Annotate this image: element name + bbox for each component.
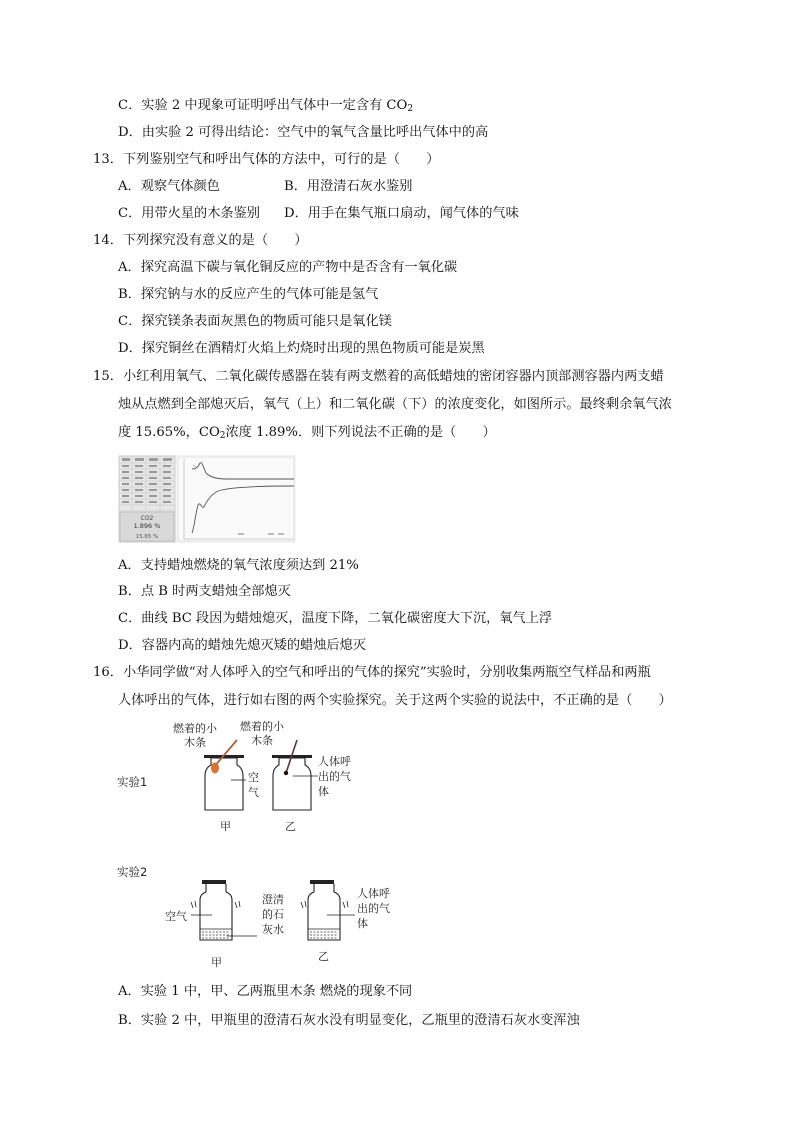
q15-option-b: B．点 B 时两支蜡烛全部熄灭 bbox=[118, 584, 291, 599]
jar-yi-1 bbox=[273, 758, 311, 810]
q15-stem-line1: 15．小红利用氧气、二氧化碳传感器在装有两支燃着的高低蜡烛的密闭容器内顶部测容器内两支蜡 bbox=[93, 369, 664, 384]
jar-jia-1 bbox=[205, 758, 243, 810]
q14-option-a: A．探究高温下碳与氧化铜反应的产物中是否含有一氧化碳 bbox=[118, 260, 458, 275]
q14-option-c: C．探究镁条表面灰黑色的物质可能只是氧化镁 bbox=[118, 314, 392, 329]
q13-option-a: A．观察气体颜色 bbox=[118, 179, 220, 194]
experiment1-label: 实验1 bbox=[117, 775, 148, 789]
q15-co2-value: 1.896 % bbox=[133, 522, 161, 530]
q13-stem: 13．下列鉴别空气和呼出气体的方法中，可行的是（ ） bbox=[93, 152, 440, 167]
q13-option-c: C．用带火星的木条鉴别 bbox=[118, 206, 260, 221]
q15-option-d: D．容器内高的蜡烛先熄灭矮的蜡烛后熄灭 bbox=[118, 638, 366, 653]
exhaled-gas-label-2: 人体呼出的气体 bbox=[357, 887, 390, 930]
jar-jia-2 bbox=[200, 884, 232, 940]
flame-jia bbox=[211, 763, 219, 774]
q16-experiment1-figure bbox=[115, 718, 375, 838]
jar-jia-label-2: 甲 bbox=[211, 956, 222, 969]
limewater-label: 澄清的石灰水 bbox=[262, 893, 284, 936]
q13-option-d: D．用手在集气瓶口扇动，闻气体的气味 bbox=[284, 206, 519, 221]
q15-option-a: A．支持蜡烛燃烧的氧气浓度须达到 21% bbox=[118, 558, 359, 573]
q12-option-d: D．由实验 2 可得出结论：空气中的氧气含量比呼出气体中的高 bbox=[118, 125, 489, 140]
q15-stem-line3: 度 15.65%，$CO_2$浓度 1.89%．则下列说法不正确的是（ ） bbox=[118, 425, 496, 441]
q16-experiment2-figure bbox=[115, 862, 415, 977]
experiment2-label: 实验2 bbox=[117, 865, 148, 879]
q15-o2-value: 15.65 % bbox=[135, 534, 159, 540]
q14-stem: 14．下列探究没有意义的是（ ） bbox=[93, 233, 308, 248]
air-label-1: 空气 bbox=[248, 771, 259, 799]
jar-jia-label-1: 甲 bbox=[220, 820, 231, 833]
jar-yi-label-2: 乙 bbox=[318, 950, 329, 963]
q16-stem-line2: 人体呼出的气体，进行如右图的两个实验探究。关于这两个实验的说法中，不正确的是（ ） bbox=[118, 693, 672, 708]
jar-yi-2 bbox=[308, 884, 340, 940]
jar-yi-label-1: 乙 bbox=[285, 820, 296, 833]
q15-stem-line2: 烛从点燃到全部熄灭后，氧气（上）和二氧化碳（下）的浓度变化，如图所示。最终剩余氧气浓 bbox=[118, 397, 672, 412]
q16-stem-line1: 16．小华同学做“对人体呼入的空气和呼出的气体的探究”实验时，分别收集两瓶空气样品和两瓶 bbox=[93, 665, 651, 680]
q14-option-d: D．探究铜丝在酒精灯火焰上灼烧时出现的黑色物质可能是炭黑 bbox=[118, 341, 485, 356]
q14-option-b: B．探究钠与水的反应产生的气体可能是氢气 bbox=[118, 287, 379, 302]
q15-sensor-figure bbox=[118, 455, 296, 543]
q15-sensor-chart bbox=[118, 455, 296, 543]
burning-stick-label-jia: 燃着的小木条 bbox=[173, 722, 217, 749]
ember-yi bbox=[284, 771, 288, 775]
q16-option-a: A．实验 1 中，甲、乙两瓶里木条 燃烧的现象不同 bbox=[118, 984, 413, 999]
q13-option-b: B．用澄清石灰水鉴别 bbox=[284, 179, 413, 194]
q12-option-c: C．实验 2 中现象可证明呼出气体中一定含有 $CO_2$ bbox=[118, 98, 414, 114]
q15-option-c: C．曲线 BC 段因为蜡烛熄灭，温度下降，二氧化碳密度大下沉，氧气上浮 bbox=[118, 611, 553, 626]
burning-stick-label-yi: 燃着的小木条 bbox=[240, 720, 284, 747]
q15-co2-label: CO2 bbox=[140, 515, 154, 522]
air-label-2: 空气 bbox=[165, 910, 187, 923]
q16-option-b: B．实验 2 中，甲瓶里的澄清石灰水没有明显变化，乙瓶里的澄清石灰水变浑浊 bbox=[118, 1013, 580, 1028]
exhaled-gas-label-1: 人体呼出的气体 bbox=[318, 755, 351, 798]
